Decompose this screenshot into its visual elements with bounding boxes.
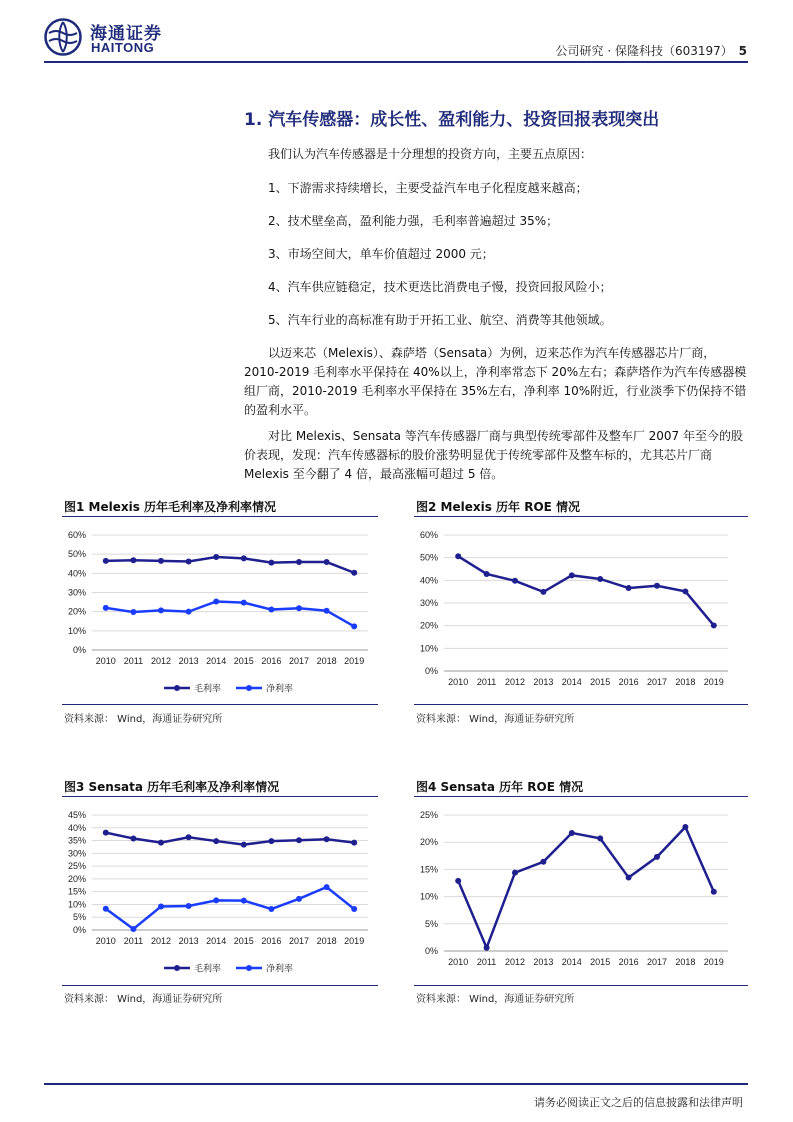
data-point <box>130 557 136 563</box>
y-tick-label: 0% <box>424 666 438 676</box>
y-tick-label: 50% <box>67 549 86 560</box>
y-tick-label: 0% <box>72 645 86 655</box>
data-point <box>484 571 490 577</box>
data-point <box>512 578 518 584</box>
data-point <box>626 585 632 591</box>
series-line <box>106 602 354 627</box>
series-line <box>106 833 354 845</box>
melexis-margin-chart <box>62 518 378 700</box>
x-tick-label: 2015 <box>233 656 254 666</box>
y-tick-label: 0% <box>424 946 438 956</box>
intro-paragraph: 我们认为汽车传感器是十分理想的投资方向，主要五点原因： <box>268 147 593 161</box>
data-point <box>324 884 330 890</box>
data-point <box>130 836 136 842</box>
y-tick-label: 15% <box>419 864 438 875</box>
figure-3-source: 资料来源： Wind，海通证券研究所 <box>64 994 223 1005</box>
figure-1-top-rule <box>62 516 378 517</box>
data-point <box>324 559 330 565</box>
x-tick-label: 2011 <box>123 656 144 666</box>
figure-1-title: 图1 Melexis 历年毛利率及净利率情况 <box>64 500 277 514</box>
header-divider <box>44 61 748 63</box>
figure-1-bottom-rule <box>62 704 378 705</box>
data-point <box>186 903 192 909</box>
footer-divider <box>44 1083 748 1085</box>
y-tick-label: 25% <box>67 861 86 872</box>
x-tick-label: 2010 <box>95 936 116 946</box>
series-line <box>106 887 354 929</box>
y-tick-label: 60% <box>67 530 86 540</box>
x-tick-label: 2015 <box>590 957 611 967</box>
data-point <box>654 854 660 860</box>
logo-chinese-name: 海通证券 <box>90 24 162 44</box>
reason-item: 3、市场空间大，单车价值超过 2000 元； <box>268 247 494 261</box>
x-tick-label: 2010 <box>448 677 469 687</box>
legend-marker <box>246 685 252 691</box>
y-tick-label: 10% <box>419 643 438 654</box>
data-point <box>213 599 219 605</box>
data-point <box>351 840 357 846</box>
y-tick-label: 5% <box>424 918 438 929</box>
data-point <box>351 570 357 576</box>
x-tick-label: 2014 <box>561 957 582 967</box>
data-point <box>158 558 164 564</box>
x-tick-label: 2012 <box>150 936 172 946</box>
data-point <box>130 609 136 615</box>
data-point <box>569 572 575 578</box>
x-tick-label: 2012 <box>504 957 526 967</box>
y-tick-label: 40% <box>67 568 86 579</box>
y-tick-label: 20% <box>419 837 438 848</box>
data-point <box>268 607 274 613</box>
report-header-info <box>556 42 747 59</box>
report-label: 公司研究 · 保隆科技（603197） <box>555 44 733 58</box>
legend-marker <box>174 685 180 691</box>
data-point <box>351 623 357 629</box>
data-point <box>186 558 192 564</box>
data-point <box>296 837 302 843</box>
x-tick-label: 2018 <box>675 957 696 967</box>
x-tick-label: 2019 <box>344 936 365 946</box>
figure-4-top-rule <box>414 796 748 797</box>
y-tick-label: 20% <box>67 873 86 884</box>
legal-disclaimer: 请务必阅读正文之后的信息披露和法律声明 <box>534 1096 743 1109</box>
x-tick-label: 2017 <box>288 656 310 666</box>
figure-2-top-rule <box>414 516 748 517</box>
figure-2-title: 图2 Melexis 历年 ROE 情况 <box>416 500 581 514</box>
x-tick-label: 2013 <box>178 656 199 666</box>
y-tick-label: 30% <box>419 598 438 608</box>
data-point <box>241 600 247 606</box>
x-tick-label: 2010 <box>448 957 469 967</box>
x-tick-label: 2014 <box>206 936 227 946</box>
data-point <box>130 926 136 932</box>
y-tick-label: 25% <box>419 810 438 820</box>
x-tick-label: 2015 <box>233 936 254 946</box>
haitong-logo-icon <box>44 18 82 56</box>
page-number: 5 <box>738 44 747 58</box>
x-tick-label: 2012 <box>504 677 526 687</box>
y-tick-label: 30% <box>67 848 86 859</box>
y-tick-label: 10% <box>67 899 86 910</box>
figure-1-source: 资料来源： Wind，海通证券研究所 <box>64 714 223 725</box>
data-point <box>351 906 357 912</box>
analysis-paragraph: 以迈来芯（Melexis）、森萨塔（Sensata）为例，迈来芯作为汽车传感器芯片厂商，2010-2019 毛利率水平保持在 40%以上，净利率常态下 20%左右；森萨塔作为汽车传感器模组厂商，2010-2019 毛利率水平保持在 35%左右，净利率 10%附近，行业淡季下仍保持不错的盈利水平。 <box>244 346 747 417</box>
sensata-roe-chart <box>414 798 748 982</box>
y-tick-label: 10% <box>67 625 86 636</box>
x-tick-label: 2013 <box>533 677 554 687</box>
reason-item: 4、汽车供应链稳定，技术更迭比消费电子慢，投资回报风险小； <box>268 280 612 294</box>
data-point <box>186 834 192 840</box>
figure-2-bottom-rule <box>414 704 748 705</box>
reason-item: 5、汽车行业的高标准有助于开拓工业、航空、消费等其他领域。 <box>268 313 612 327</box>
legend-label: 毛利率 <box>194 963 222 974</box>
data-point <box>597 576 603 582</box>
data-point <box>241 842 247 848</box>
logo-english-name: HAITONG <box>91 40 155 55</box>
melexis-roe-chart <box>414 518 748 700</box>
x-tick-label: 2018 <box>316 656 337 666</box>
legend-label: 毛利率 <box>194 683 222 694</box>
data-point <box>654 583 660 589</box>
section-title: 1. 汽车传感器：成长性、盈利能力、投资回报表现突出 <box>244 110 660 130</box>
data-point <box>213 554 219 560</box>
y-tick-label: 40% <box>67 822 86 833</box>
x-tick-label: 2017 <box>646 957 668 967</box>
series-line <box>458 827 714 948</box>
figure-4-bottom-rule <box>414 985 748 986</box>
legend-label: 净利率 <box>266 963 294 974</box>
y-tick-label: 0% <box>72 925 86 935</box>
legend-label: 净利率 <box>266 683 294 694</box>
y-tick-label: 20% <box>67 606 86 617</box>
y-tick-label: 20% <box>419 620 438 631</box>
series-line <box>458 556 714 625</box>
x-tick-label: 2012 <box>150 656 172 666</box>
x-tick-label: 2016 <box>261 656 282 666</box>
data-point <box>296 896 302 902</box>
data-point <box>455 878 461 884</box>
data-point <box>512 870 518 876</box>
data-point <box>158 840 164 846</box>
y-tick-label: 60% <box>419 530 438 540</box>
data-point <box>268 906 274 912</box>
data-point <box>268 560 274 566</box>
y-tick-label: 15% <box>67 886 86 897</box>
x-tick-label: 2015 <box>590 677 611 687</box>
figure-3-title: 图3 Sensata 历年毛利率及净利率情况 <box>64 780 280 794</box>
x-tick-label: 2016 <box>261 936 282 946</box>
x-tick-label: 2018 <box>675 677 696 687</box>
x-tick-label: 2019 <box>344 656 365 666</box>
comparison-paragraph: 对比 Melexis、Sensata 等汽车传感器厂商与典型传统零部件及整车厂 2007 年至今的股价表现，发现：汽车传感器标的股价涨势明显优于传统零部件及整车标的，尤其芯片厂商 Melexis 至今翻了 4 倍，最高涨幅可超过 5 倍。 <box>244 429 743 481</box>
figure-3-bottom-rule <box>62 985 378 986</box>
data-point <box>455 553 461 559</box>
x-tick-label: 2017 <box>288 936 310 946</box>
data-point <box>268 838 274 844</box>
data-point <box>484 945 490 951</box>
data-point <box>711 622 717 628</box>
x-tick-label: 2019 <box>703 957 724 967</box>
figure-4-title: 图4 Sensata 历年 ROE 情况 <box>416 780 584 794</box>
data-point <box>186 609 192 615</box>
data-point <box>296 559 302 565</box>
data-point <box>241 555 247 561</box>
x-tick-label: 2014 <box>561 677 582 687</box>
y-tick-label: 10% <box>419 891 438 902</box>
data-point <box>324 836 330 842</box>
series-line <box>106 557 354 573</box>
data-point <box>540 589 546 595</box>
figure-4-source: 资料来源： Wind，海通证券研究所 <box>416 994 575 1005</box>
x-tick-label: 2011 <box>476 677 497 687</box>
data-point <box>241 898 247 904</box>
x-tick-label: 2010 <box>95 656 116 666</box>
reason-item: 2、技术壁垒高，盈利能力强，毛利率普遍超过 35%； <box>268 214 559 228</box>
data-point <box>682 824 688 830</box>
y-tick-label: 5% <box>72 912 86 923</box>
x-tick-label: 2016 <box>618 957 639 967</box>
x-tick-label: 2011 <box>476 957 497 967</box>
x-tick-label: 2018 <box>316 936 337 946</box>
figure-2-source: 资料来源： Wind，海通证券研究所 <box>416 714 575 725</box>
data-point <box>597 835 603 841</box>
x-tick-label: 2011 <box>123 936 144 946</box>
figure-3-top-rule <box>62 796 378 797</box>
x-tick-label: 2017 <box>646 677 668 687</box>
legend-marker <box>174 965 180 971</box>
data-point <box>103 906 109 912</box>
x-tick-label: 2014 <box>206 656 227 666</box>
data-point <box>711 889 717 895</box>
legend-marker <box>246 965 252 971</box>
data-point <box>213 838 219 844</box>
x-tick-label: 2019 <box>703 677 724 687</box>
x-tick-label: 2013 <box>178 936 199 946</box>
x-tick-label: 2016 <box>618 677 639 687</box>
data-point <box>324 608 330 614</box>
data-point <box>626 875 632 881</box>
data-point <box>682 588 688 594</box>
data-point <box>213 897 219 903</box>
data-point <box>569 830 575 836</box>
sensata-margin-chart <box>62 798 378 982</box>
data-point <box>158 607 164 613</box>
data-point <box>296 605 302 611</box>
data-point <box>103 830 109 836</box>
data-point <box>540 859 546 865</box>
y-tick-label: 35% <box>67 835 86 846</box>
y-tick-label: 40% <box>419 575 438 586</box>
data-point <box>103 558 109 564</box>
y-tick-label: 30% <box>67 587 86 598</box>
reason-item: 1、下游需求持续增长，主要受益汽车电子化程度越来越高； <box>268 181 588 195</box>
y-tick-label: 50% <box>419 552 438 563</box>
x-tick-label: 2013 <box>533 957 554 967</box>
y-tick-label: 45% <box>67 810 86 820</box>
data-point <box>158 903 164 909</box>
data-point <box>103 605 109 611</box>
